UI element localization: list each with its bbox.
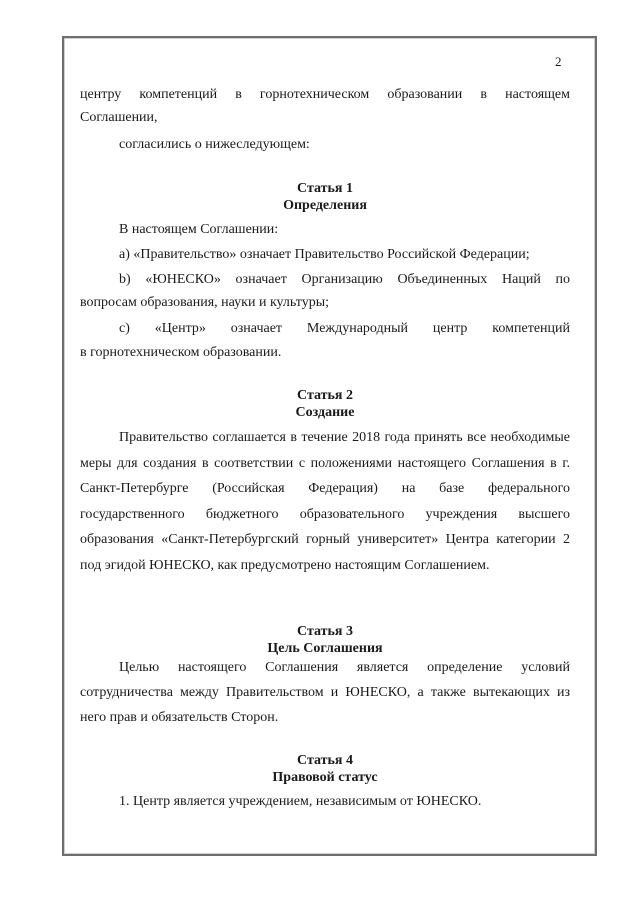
article-2-text: Правительство соглашается в течение 2018 года принять все необходимые меры для создания в соответствии с положениями настоящего Соглашения в г. Санкт-Петербурге (Российская Федерация) на базе федерального государственного бюджетного образовательного учреждения высшего образования «Санкт-Петербургский горный университет» Центра категории 2 под эгидой ЮНЕСКО, как предусмотрено настоящим Соглашением.	[80, 430, 570, 573]
article-1-item-c-line-1: с) «Центр» означает Международный центр компетенций	[119, 321, 570, 336]
intro-line-2: Соглашении,	[80, 110, 158, 125]
article-1-item-b-line-1: b) «ЮНЕСКО» означает Организацию Объединенных Наций по	[119, 272, 570, 287]
article-1-lead: В настоящем Соглашении:	[119, 222, 279, 237]
article-1-number: Статья 1	[297, 181, 353, 196]
article-1-title: Определения	[283, 198, 367, 213]
article-3-text: Целью настоящего Соглашения является определение условий сотрудничества между Правительством и ЮНЕСКО, а также вытекающих из него прав и обязательств Сторон.	[80, 660, 570, 725]
article-1-item-c-line-2: в горнотехническом образовании.	[80, 345, 282, 360]
intro-agreed: согласились о нижеследующем:	[119, 137, 310, 152]
article-1-item-a: а) «Правительство» означает Правительство Российской Федерации;	[119, 247, 530, 262]
article-3-title: Цель Соглашения	[267, 641, 383, 656]
intro-line-1: центру компетенций в горнотехническом образовании в настоящем	[80, 87, 570, 102]
article-2-number: Статья 2	[297, 388, 353, 403]
article-3-number: Статья 3	[297, 624, 353, 639]
page-number: 2	[555, 54, 562, 69]
article-1-item-b-line-2: вопросам образования, науки и культуры;	[80, 295, 329, 310]
article-4-number: Статья 4	[297, 753, 353, 768]
article-4-title: Правовой статус	[272, 770, 378, 785]
article-2-title: Создание	[295, 405, 355, 420]
article-4-item-1: 1. Центр является учреждением, независимым от ЮНЕСКО.	[119, 794, 482, 809]
